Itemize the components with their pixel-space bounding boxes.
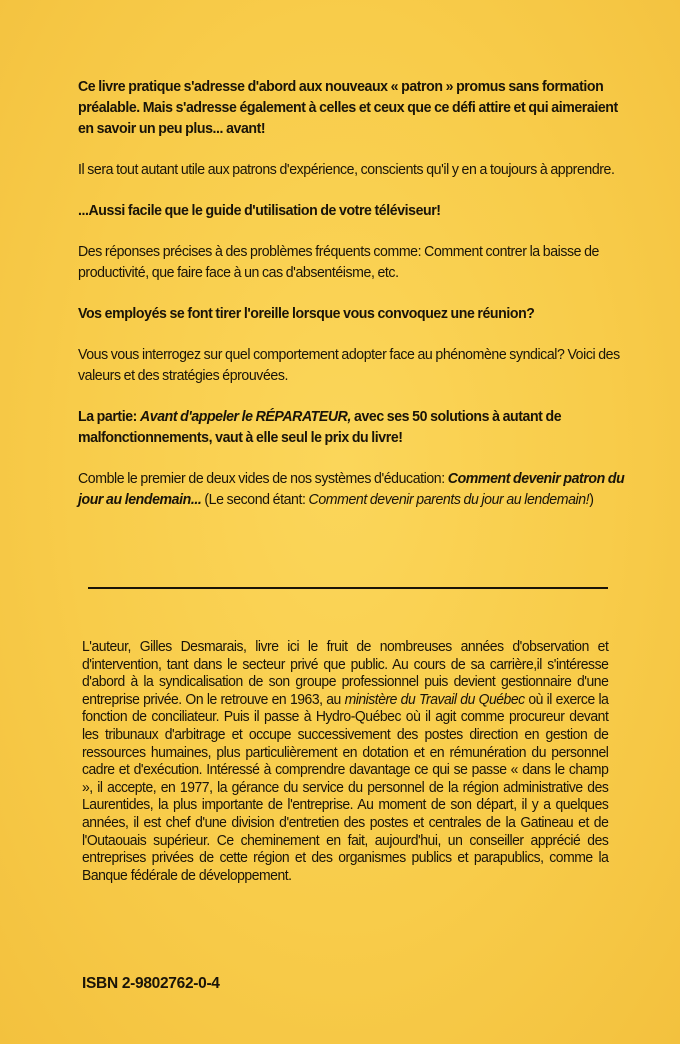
- bio-post: où il exerce la fonction de conciliateur. Puis il passe à Hydro-Québec où il agit comme procureur devant les tribunaux d'arbitrage et occupe successivement des postes direction en gestion de ressources humaines, plus particulièrement en dotation et en rémunération du personnel cadre et d'exécution. Intéressé à comprendre davantage ce qui se passe « dans le champ », il accepte, en 1977, la gérance du service du personnel de la région administrative des Laurentides, la plus importante de l'entreprise. Au moment de son départ, il y a quelques années, il est chef d'une division d'entretien des postes et centrales de la Gatineau et de l'Outaouais supérieur. Ce cheminement en fait, aujourd'hui, un conseiller apprécié des entreprises privées de cette région et des organismes publics et parapublics, comme la Banque fédérale de développement.: [82, 690, 609, 884]
- p8-pre: Comble le premier de deux vides de nos systèmes d'éducation:: [78, 470, 448, 487]
- p7-italic: Avant d'appeler le RÉPARATEUR,: [139, 408, 351, 425]
- divider-rule: [88, 587, 608, 589]
- p8-bold-italic: Comment devenir patron du jour au lendemain...: [78, 470, 625, 508]
- p8-mid: (Le second étant:: [201, 491, 309, 508]
- blurb-paragraph-4: Des réponses précises à des problèmes fréquents comme: Comment contrer la baisse de productivité, que faire face à un cas d'absentéisme, etc.: [78, 243, 600, 281]
- p8-italic: Comment devenir parents du jour au lendemain!: [308, 491, 590, 508]
- isbn: ISBN 2-9802762-0-4: [82, 975, 220, 992]
- p7-post: avec ses 50 solutions à autant de malfonctionnements, vaut à elle seul le prix du livre!: [78, 408, 562, 446]
- author-bio: [82, 638, 608, 884]
- blurb: [78, 76, 625, 530]
- blurb-paragraph-2: Il sera tout autant utile aux patrons d'expérience, conscients qu'il y en a toujours à apprendre.: [78, 161, 615, 178]
- p8-post: ): [589, 491, 594, 508]
- blurb-paragraph-7: [78, 406, 627, 448]
- blurb-paragraph-1: Ce livre pratique s'adresse d'abord aux nouveaux « patron » promus sans formation préalable. Mais s'adresse également à celles et ceux que ce défi attire et qui aimeraient en savoir un peu plus... avant!: [78, 78, 618, 137]
- bio-italic: ministère du Travail du Québec: [344, 690, 525, 708]
- blurb-paragraph-3: ...Aussi facile que le guide d'utilisation de votre téléviseur!: [78, 202, 441, 219]
- p7-pre: La partie:: [78, 408, 140, 425]
- blurb-paragraph-6: Vous vous interrogez sur quel comportement adopter face au phénomène syndical? Voici des valeurs et des stratégies éprouvées.: [78, 346, 620, 384]
- bio-pre: L'auteur, Gilles Desmarais, livre ici le fruit de nombreuses années d'observation et d'intervention, tant dans le secteur privé que public. Au cours de sa carrière,il s'intéresse d'abord à la syndicalisation de son groupe professionnel puis devient gestionnaire d'une entreprise privée. On le retrouve en 1963, au: [82, 638, 609, 708]
- blurb-paragraph-8: [78, 468, 627, 510]
- blurb-paragraph-5: Vos employés se font tirer l'oreille lorsque vous convoquez une réunion?: [78, 305, 535, 322]
